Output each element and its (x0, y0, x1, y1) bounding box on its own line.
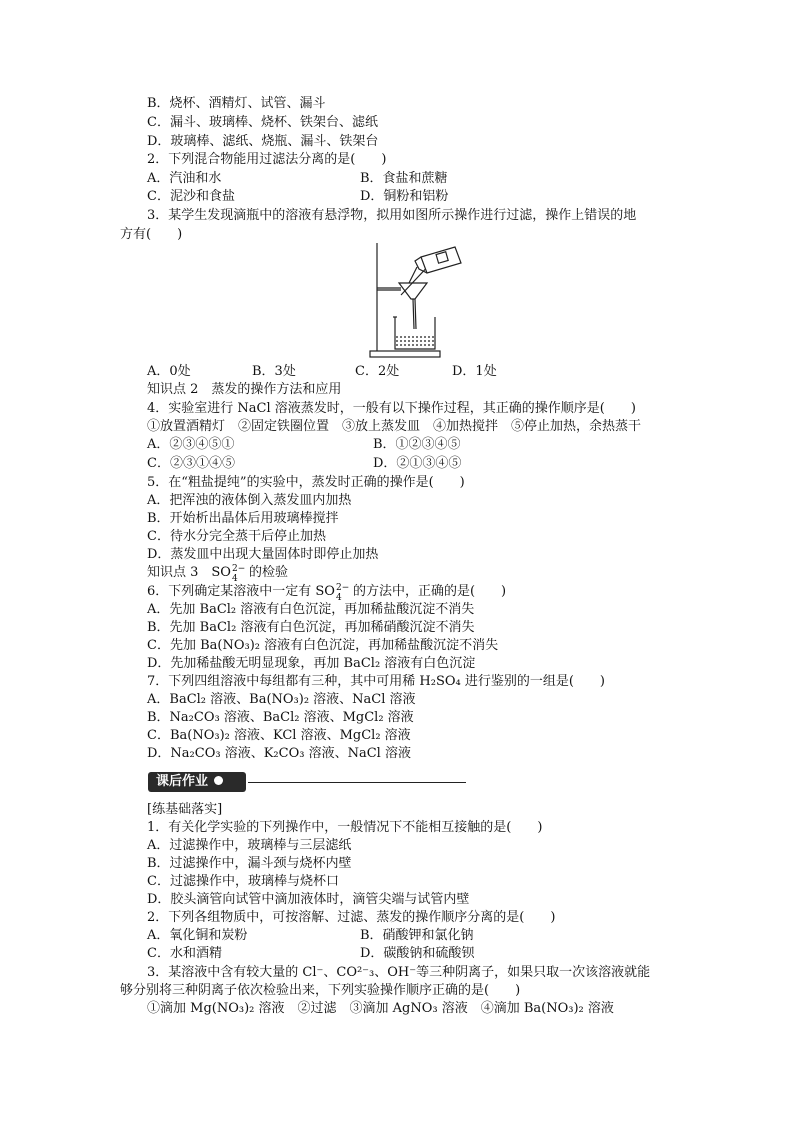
q3-option-d: D．1处 (452, 364, 497, 379)
q3-stem-line1: 3．某学生发现滴瓶中的溶液有悬浮物，拟用如图所示操作进行过滤，操作上错误的地 (147, 208, 637, 223)
q7-option-b: B．Na₂CO₃ 溶液、BaCl₂ 溶液、MgCl₂ 溶液 (147, 710, 414, 725)
q2-option-d: D．铜粉和铝粉 (360, 189, 449, 204)
knowledge-point-3: 知识点 3 SO 2− 4 的检验 (147, 564, 288, 584)
q2-option-a: A．汽油和水 (147, 171, 222, 186)
q1-option-b: B．烧杯、酒精灯、试管、漏斗 (147, 96, 326, 111)
q2-option-c: C．泥沙和食盐 (147, 189, 235, 204)
q6-stem: 6．下列确定某溶液中一定有 SO 2− 4 的方法中，正确的是( ) (147, 583, 507, 603)
q7-option-c: C．Ba(NO₃)₂ 溶液、KCl 溶液、MgCl₂ 溶液 (147, 728, 411, 743)
hw3-steps: ①滴加 Mg(NO₃)₂ 溶液 ②过滤 ③滴加 AgNO₃ 溶液 ④滴加 Ba(NO₃)₂ 溶液 (147, 1001, 614, 1016)
q6-option-d: D．先加稀盐酸无明显现象，再加 BaCl₂ 溶液有白色沉淀 (147, 656, 476, 671)
knowledge-point-2: 知识点 2 蒸发的操作方法和应用 (147, 382, 342, 397)
q6-option-b: B．先加 BaCl₂ 溶液有白色沉淀，再加稀硝酸沉淀不消失 (147, 620, 475, 635)
bullet-dot-icon (214, 776, 223, 785)
banner-rule (248, 782, 466, 783)
q3-option-b: B．3处 (252, 364, 296, 379)
q3-stem-line2: 方有( ) (120, 227, 183, 242)
q6-option-c: C．先加 Ba(NO₃)₂ 溶液有白色沉淀，再加稀盐酸沉淀不消失 (147, 638, 499, 653)
q3-option-a: A．0处 (147, 364, 191, 379)
hw1-option-a: A．过滤操作中，玻璃棒与三层滤纸 (147, 838, 352, 853)
hw1-option-c: C．过滤操作中，玻璃棒与烧杯口 (147, 874, 339, 889)
q4-option-a: A．②③④⑤① (147, 437, 235, 452)
hw2-stem: 2．下列各组物质中，可按溶解、过滤、蒸发的操作顺序分离的是( ) (147, 910, 556, 925)
filtration-apparatus-figure (365, 243, 465, 360)
q5-option-c: C．待水分完全蒸干后停止加热 (147, 529, 326, 544)
hw2-option-a: A．氧化铜和炭粉 (147, 928, 248, 943)
hw2-option-b: B．硝酸钾和氯化钠 (360, 928, 474, 943)
q3-option-c: C．2处 (355, 364, 400, 379)
section-heading: [练基础落实] (147, 802, 223, 817)
q2-stem: 2．下列混合物能用过滤法分离的是( ) (147, 152, 387, 167)
q4-steps: ①放置酒精灯 ②固定铁圈位置 ③放上蒸发皿 ④加热搅拌 ⑤停止加热，余热蒸干 (147, 419, 642, 434)
q4-option-b: B．①②③④⑤ (373, 437, 461, 452)
q1-option-c: C．漏斗、玻璃棒、烧杯、铁架台、滤纸 (147, 115, 378, 130)
q5-option-a: A．把浑浊的液体倒入蒸发皿内加热 (147, 493, 352, 508)
q7-option-a: A．BaCl₂ 溶液、Ba(NO₃)₂ 溶液、NaCl 溶液 (147, 692, 416, 707)
hw2-option-d: D．碳酸钠和硫酸钡 (360, 946, 475, 961)
q6-option-a: A．先加 BaCl₂ 溶液有白色沉淀，再加稀盐酸沉淀不消失 (147, 602, 475, 617)
q1-option-d: D．玻璃棒、滤纸、烧瓶、漏斗、铁架台 (147, 134, 379, 149)
q5-option-b: B．开始析出晶体后用玻璃棒搅拌 (147, 511, 339, 526)
hw3-stem-line2: 够分别将三种阴离子依次检验出来，下列实验操作顺序正确的是( ) (120, 983, 521, 998)
homework-banner: 课后作业 (148, 772, 246, 792)
q7-option-d: D．Na₂CO₃ 溶液、K₂CO₃ 溶液、NaCl 溶液 (147, 746, 411, 761)
hw1-stem: 1．有关化学实验的下列操作中，一般情况下不能相互接触的是( ) (147, 820, 543, 835)
q4-stem: 4．实验室进行 NaCl 溶液蒸发时，一般有以下操作过程，其正确的操作顺序是( ) (147, 401, 636, 416)
q7-stem: 7．下列四组溶液中每组都有三种，其中可用稀 H₂SO₄ 进行鉴别的一组是( ) (147, 674, 606, 689)
q4-option-c: C．②③①④⑤ (147, 456, 235, 471)
q5-stem: 5．在“粗盐提纯”的实验中，蒸发时正确的操作是( ) (147, 475, 465, 490)
q2-option-b: B．食盐和蔗糖 (360, 171, 448, 186)
hw2-option-c: C．水和酒精 (147, 946, 222, 961)
hw3-stem-line1: 3．某溶液中含有较大量的 Cl⁻、CO²⁻₃、OH⁻等三种阴离子，如果只取一次该溶液就能 (147, 965, 651, 980)
q4-option-d: D．②①③④⑤ (373, 456, 462, 471)
q5-option-d: D．蒸发皿中出现大量固体时即停止加热 (147, 547, 379, 562)
hw1-option-d: D．胶头滴管向试管中滴加液体时，滴管尖端与试管内壁 (147, 892, 470, 907)
hw1-option-b: B．过滤操作中，漏斗颈与烧杯内壁 (147, 856, 352, 871)
